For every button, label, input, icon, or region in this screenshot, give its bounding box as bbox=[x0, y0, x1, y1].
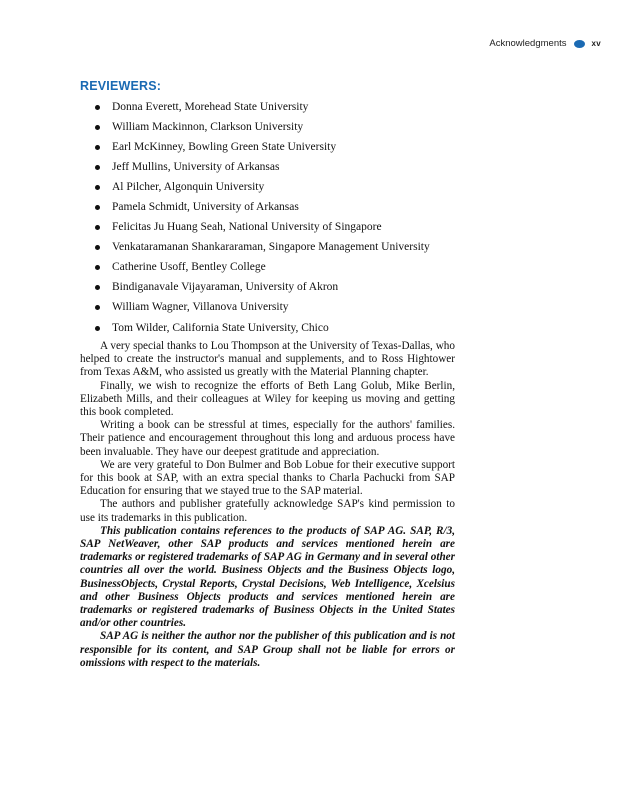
bullet-icon bbox=[95, 265, 100, 270]
paragraph-thanks-families: Writing a book can be stressful at times, especially for the authors' families. Their patience and encouragement throughout this long and arduous process have been invaluable. They have our deepest gratitude and appreciation. bbox=[80, 419, 455, 458]
bullet-icon bbox=[95, 305, 100, 310]
reviewer-name: Al Pilcher, Algonquin University bbox=[112, 180, 265, 193]
bullet-icon bbox=[95, 285, 100, 290]
reviewer-name: William Wagner, Villanova University bbox=[112, 301, 289, 314]
list-item bbox=[95, 298, 475, 318]
list-item bbox=[95, 258, 475, 278]
paragraph-thanks-wiley: Finally, we wish to recognize the efforts of Beth Lang Golub, Mike Berlin, Elizabeth Mills, and their colleagues at Wiley for keeping us moving and getting this book completed. bbox=[80, 379, 455, 419]
paragraph-thanks-sap: We are very grateful to Don Bulmer and Bob Lobue for their executive support for this book at SAP, with an extra special thanks to Charla Pachucki from SAP Education for ensuring that we stayed true to the SAP material. bbox=[80, 458, 455, 498]
bullet-icon bbox=[95, 225, 100, 230]
list-item bbox=[95, 218, 475, 238]
page-number: xv bbox=[591, 39, 601, 48]
header-dot-icon bbox=[574, 40, 585, 48]
reviewer-name: William Mackinnon, Clarkson University bbox=[112, 120, 304, 133]
list-item bbox=[95, 137, 475, 157]
list-item bbox=[95, 157, 475, 177]
reviewer-list bbox=[95, 97, 475, 338]
bullet-icon bbox=[95, 245, 100, 250]
reviewer-name: Felicitas Ju Huang Seah, National University of Singapore bbox=[112, 221, 382, 234]
reviewer-name: Venkataramanan Shankararaman, Singapore Management University bbox=[112, 241, 430, 254]
list-item bbox=[95, 97, 475, 117]
bullet-icon bbox=[95, 125, 100, 130]
paragraph-thanks-contributors: A very special thanks to Lou Thompson at the University of Texas-Dallas, who helped to create the instructor's manual and supplements, and to Ross Hightower from Texas A&M, who assisted us greatly with the Material Planning chapter. bbox=[80, 340, 455, 379]
list-item bbox=[95, 278, 475, 298]
list-item bbox=[95, 197, 475, 217]
reviewers-heading: REVIEWERS: bbox=[80, 79, 162, 93]
bullet-icon bbox=[95, 205, 100, 210]
paragraph-trademark-permission: The authors and publisher gratefully acknowledge SAP's kind permission to use its trademarks in this publication. bbox=[80, 498, 455, 524]
bullet-icon bbox=[95, 105, 100, 110]
bullet-icon bbox=[95, 326, 100, 331]
reviewer-name: Catherine Usoff, Bentley College bbox=[112, 261, 266, 274]
list-item bbox=[95, 318, 475, 338]
reviewer-name: Pamela Schmidt, University of Arkansas bbox=[112, 201, 299, 214]
running-header bbox=[489, 38, 601, 49]
reviewer-name: Bindiganavale Vijayaraman, University of Akron bbox=[112, 281, 339, 294]
running-title: Acknowledgments bbox=[489, 38, 567, 49]
list-item bbox=[95, 238, 475, 258]
trademark-notice: This publication contains references to the products of SAP AG. SAP, R/3, SAP NetWeaver, other SAP products and services mentioned herein are trademarks or registered trademarks of SAP AG in Germany and in several other countries all over the world. Business Objects and the Business Objects logo, BusinessObjects, Crystal Reports, Crystal Decisions, Web Intelligence, Xcelsius and other Business Objects products and services mentioned herein are trademarks or registered trademarks of Business Objects in the United States and/or other countries. bbox=[80, 524, 455, 630]
reviewer-name: Earl McKinney, Bowling Green State University bbox=[112, 140, 337, 153]
reviewer-name: Jeff Mullins, University of Arkansas bbox=[112, 160, 280, 173]
bullet-icon bbox=[95, 145, 100, 150]
bullet-icon bbox=[95, 165, 100, 170]
liability-disclaimer: SAP AG is neither the author nor the publisher of this publication and is not responsible for its content, and SAP Group shall not be liable for errors or omissions with respect to the materials. bbox=[80, 630, 455, 669]
acknowledgments-body bbox=[80, 340, 455, 670]
list-item bbox=[95, 117, 475, 137]
reviewer-name: Donna Everett, Morehead State University bbox=[112, 100, 309, 113]
reviewer-name: Tom Wilder, California State University, Chico bbox=[112, 321, 329, 334]
list-item bbox=[95, 177, 475, 197]
bullet-icon bbox=[95, 185, 100, 190]
